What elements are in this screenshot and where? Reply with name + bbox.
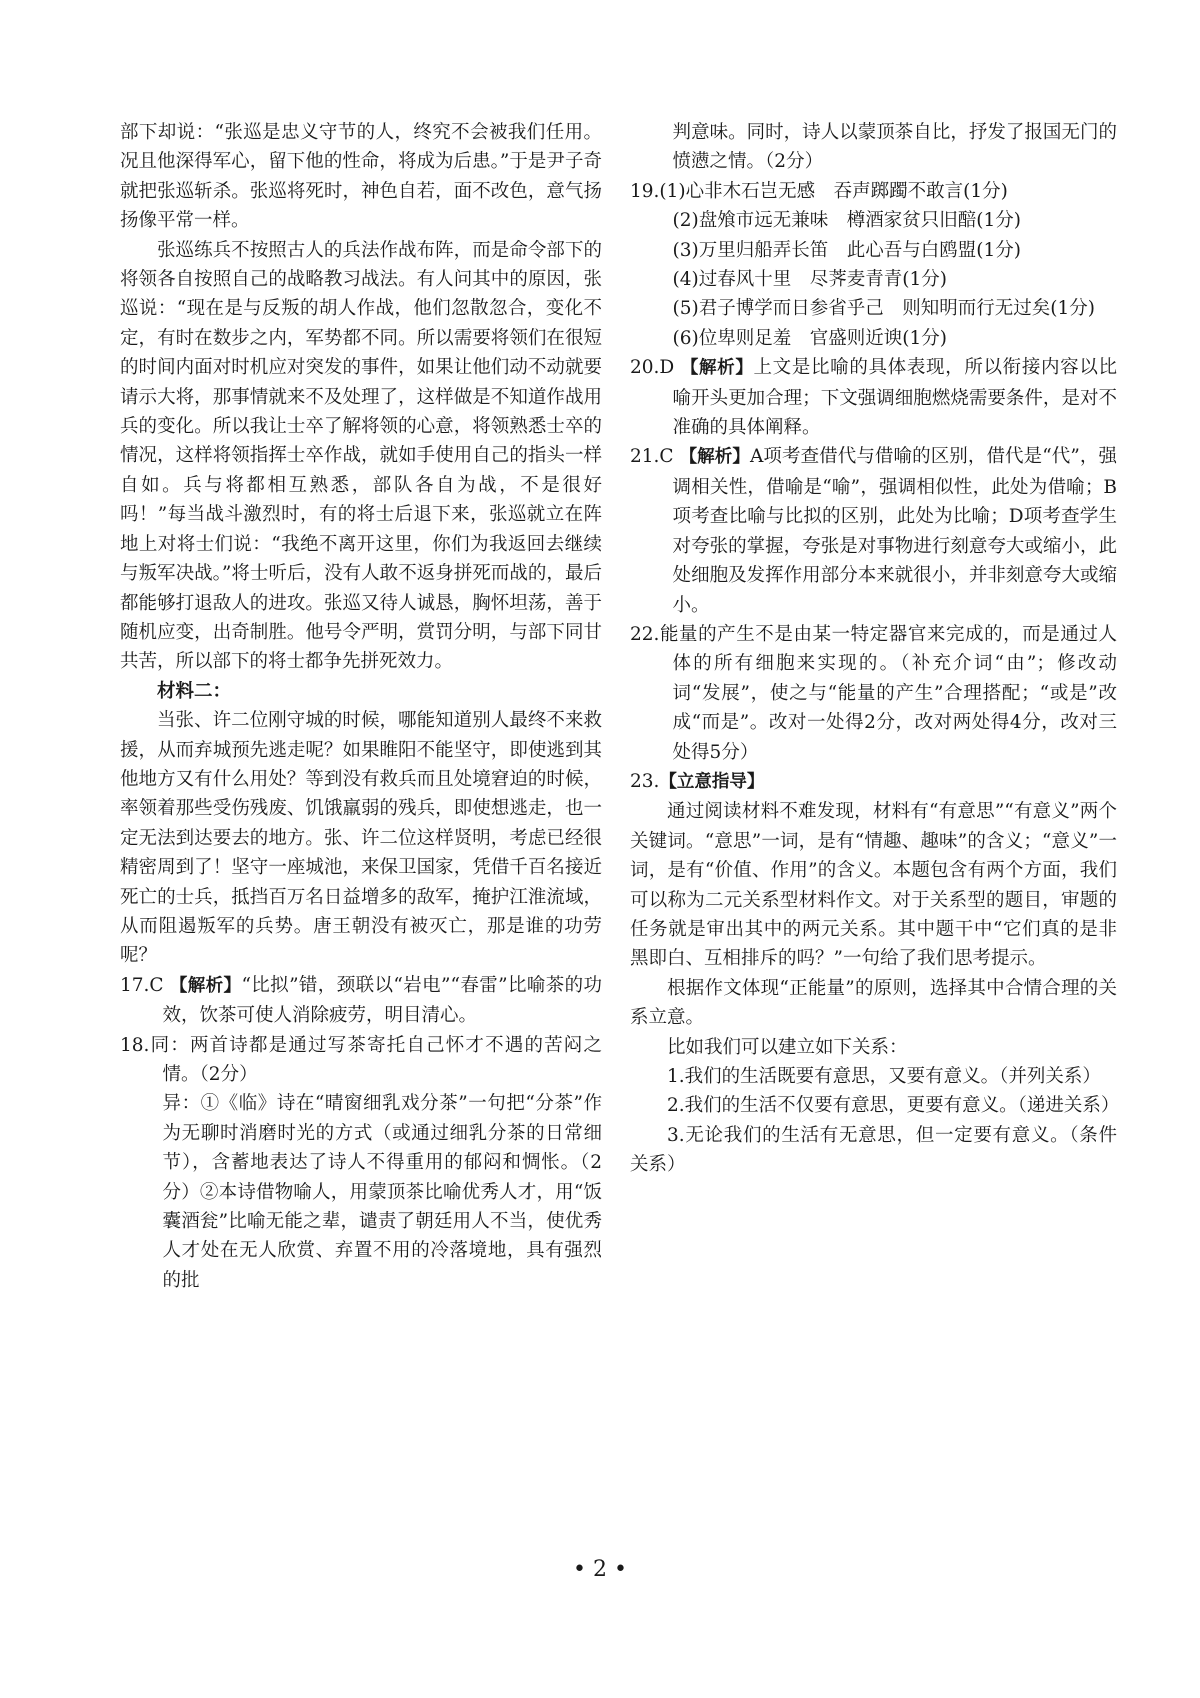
left-column bbox=[120, 118, 602, 1295]
answer-23-number: 23. bbox=[630, 770, 660, 792]
answer-18-difference: 异：①《临》诗在“晴窗细乳戏分茶”一句把“分茶”作为无聊时消磨时光的方式（或通过细乳分茶的日常细节），含蓄地表达了诗人不得重用的郁闷和惆怅。（2分）②本诗借物喻人，用蒙顶茶比喻优秀人才，用“饭囊酒瓮”比喻无能之辈，谴责了朝廷用人不当，使优秀人才处在无人欣赏、弃置不用的冷落境地，具有强烈的批 bbox=[162, 1093, 602, 1291]
answer-18-similarity: 18.同：两首诗都是通过写茶寄托自己怀才不遇的苦闷之情。（2分） bbox=[120, 1034, 602, 1085]
material-one-ending: 部下却说：“张巡是忠义守节的人，终究不会被我们任用。况且他深得军心，留下他的性命，将成为后患。”于是尹子奇就把张巡斩杀。张巡将死时，神色自若，面不改色，意气扬扬像平常一样。 bbox=[120, 122, 602, 232]
page-number: • 2 • bbox=[573, 1557, 627, 1582]
answer-21 bbox=[630, 442, 1117, 619]
analysis-tag: 【解析】 bbox=[169, 975, 242, 996]
answer-17 bbox=[120, 971, 602, 1031]
answer-19-line-2: (2)盘飧市远无兼味 樽酒家贫只旧醅(1分) bbox=[672, 210, 1021, 232]
answer-20 bbox=[630, 353, 1117, 442]
answer-19-line-6: (6)位卑则足羞 官盛则近谀(1分) bbox=[672, 327, 947, 349]
answer-18-continued: 判意味。同时，诗人以蒙顶茶自比，抒发了报国无门的愤懑之情。（2分） bbox=[672, 122, 1117, 173]
relation-2: 2.我们的生活不仅要有意思，更要有意义。（递进关系） bbox=[667, 1095, 1120, 1117]
material-two-paragraph: 当张、许二位刚守城的时候，哪能知道别人最终不来救援，从而弃城预先逃走呢？如果睢阳不能坚守，即使逃到其他地方又有什么用处？等到没有救兵而且处境窘迫的时候，率领着那些受伤残废、饥饿羸弱的残兵，即使想逃走，也一定无法到达要去的地方。张、许二位这样贤明，考虑已经很精密周到了！坚守一座城池，来保卫国家，凭借千百名接近死亡的士兵，抵挡百万名日益增多的敌军，掩护江淮流域，从而阻遏叛军的兵势。唐王朝没有被灭亡，那是谁的功劳呢？ bbox=[120, 710, 602, 967]
answer-19-line-1: 19.(1)心非木石岂无感 吞声踯躅不敢言(1分) bbox=[630, 180, 1008, 202]
answer-23-heading bbox=[630, 767, 1117, 797]
answer-23-paragraph-1: 通过阅读材料不难发现，材料有“有意思”“有意义”两个关键词。“意思”一词，是有“情趣、趣味”的含义；“意义”一词，是有“价值、作用”的含义。本题包含有两个方面，我们可以称为二元关系型材料作文。对于关系型的题目，审题的任务就是审出其中的两元关系。其中题干中“它们真的是非黑即白、互相排斥的吗？”一句给了我们思考提示。 bbox=[630, 801, 1117, 970]
answer-23-paragraph-3: 比如我们可以建立如下关系： bbox=[667, 1036, 908, 1058]
answer-19-line-4: (4)过春风十里 尽荠麦青青(1分) bbox=[672, 269, 947, 291]
answer-17-number: 17.C bbox=[120, 974, 164, 996]
answer-21-text: A项考查借代与借喻的区别，借代是“代”，强调相关性，借喻是“喻”，强调相似性，此处为借喻；B项考查比喻与比拟的区别，此处为比喻；D项考查学生对夸张的掌握，夸张是对事物进行刻意夸大或缩小，此处细胞及发挥作用部分本来就很小，并非刻意夸大或缩小。 bbox=[672, 446, 1118, 616]
answer-20-text: 上文是比喻的具体表现，所以衔接内容以比喻开头更加合理；下文强调细胞燃烧需要条件，是对不准确的具体阐释。 bbox=[672, 357, 1117, 439]
relation-1: 1.我们的生活既要有意思，又要有意义。（并列关系） bbox=[667, 1066, 1101, 1087]
answer-22: 22.能量的产生不是由某一特定器官来完成的，而是通过人体的所有细胞来实现的。（补充介词“由”；修改动词“发展”，使之与“能量的产生”合理搭配；“或是”改成“而是”。改对一处得2分，改对两处得4分，改对三处得5分） bbox=[630, 623, 1117, 763]
answer-20-number: 20.D bbox=[630, 357, 675, 379]
analysis-tag: 【解析】 bbox=[680, 358, 754, 379]
answer-19-line-3: (3)万里归船弄长笛 此心吾与白鸥盟(1分) bbox=[672, 239, 1021, 261]
zhang-xun-training-paragraph: 张巡练兵不按照古人的兵法作战布阵，而是命令部下的将领各自按照自己的战略教习战法。有人问其中的原因，张巡说：“现在是与反叛的胡人作战，他们忽散忽合，变化不定，有时在数步之内，军势都不同。所以需要将领们在很短的时间内面对时机应对突发的事件，如果让他们动不动就要请示大将，那事情就来不及处理了，这样做是不知道作战用兵的变化。所以我让士卒了解将领的心意，将领熟悉士卒的情况，这样将领指挥士卒作战，就如手使用自己的指头一样自如。兵与将都相互熟悉，部队各自为战，不是很好吗！”每当战斗激烈时，有的将士后退下来，张巡就立在阵地上对将士们说：“我绝不离开这里，你们为我返回去继续与叛军决战。”将士听后，没有人敢不返身拼死而战的，最后都能够打退敌人的进攻。张巡又待人诚恳，胸怀坦荡，善于随机应变，出奇制胜。他号令严明，赏罚分明，与部下同甘共苦，所以部下的将士都争先拼死效力。 bbox=[120, 239, 602, 673]
guidance-tag: 【立意指导】 bbox=[659, 771, 765, 792]
answer-21-number: 21.C bbox=[630, 446, 674, 468]
right-column bbox=[630, 118, 1120, 1180]
answer-17-text: “比拟”错，颈联以“岩电”“春雷”比喻茶的功效，饮茶可使人消除疲劳，明目清心。 bbox=[162, 974, 603, 1027]
material-two-label: 材料二： bbox=[157, 680, 232, 702]
relation-3: 3.无论我们的生活有无意思，但一定要有意义。（条件关系） bbox=[630, 1124, 1117, 1176]
answer-19-line-5: (5)君子博学而日参省乎己 则知明而行无过矣(1分) bbox=[672, 298, 1095, 320]
analysis-tag: 【解析】 bbox=[679, 447, 750, 468]
answer-23-paragraph-2: 根据作文体现“正能量”的原则，选择其中合情合理的关系立意。 bbox=[630, 977, 1117, 1029]
